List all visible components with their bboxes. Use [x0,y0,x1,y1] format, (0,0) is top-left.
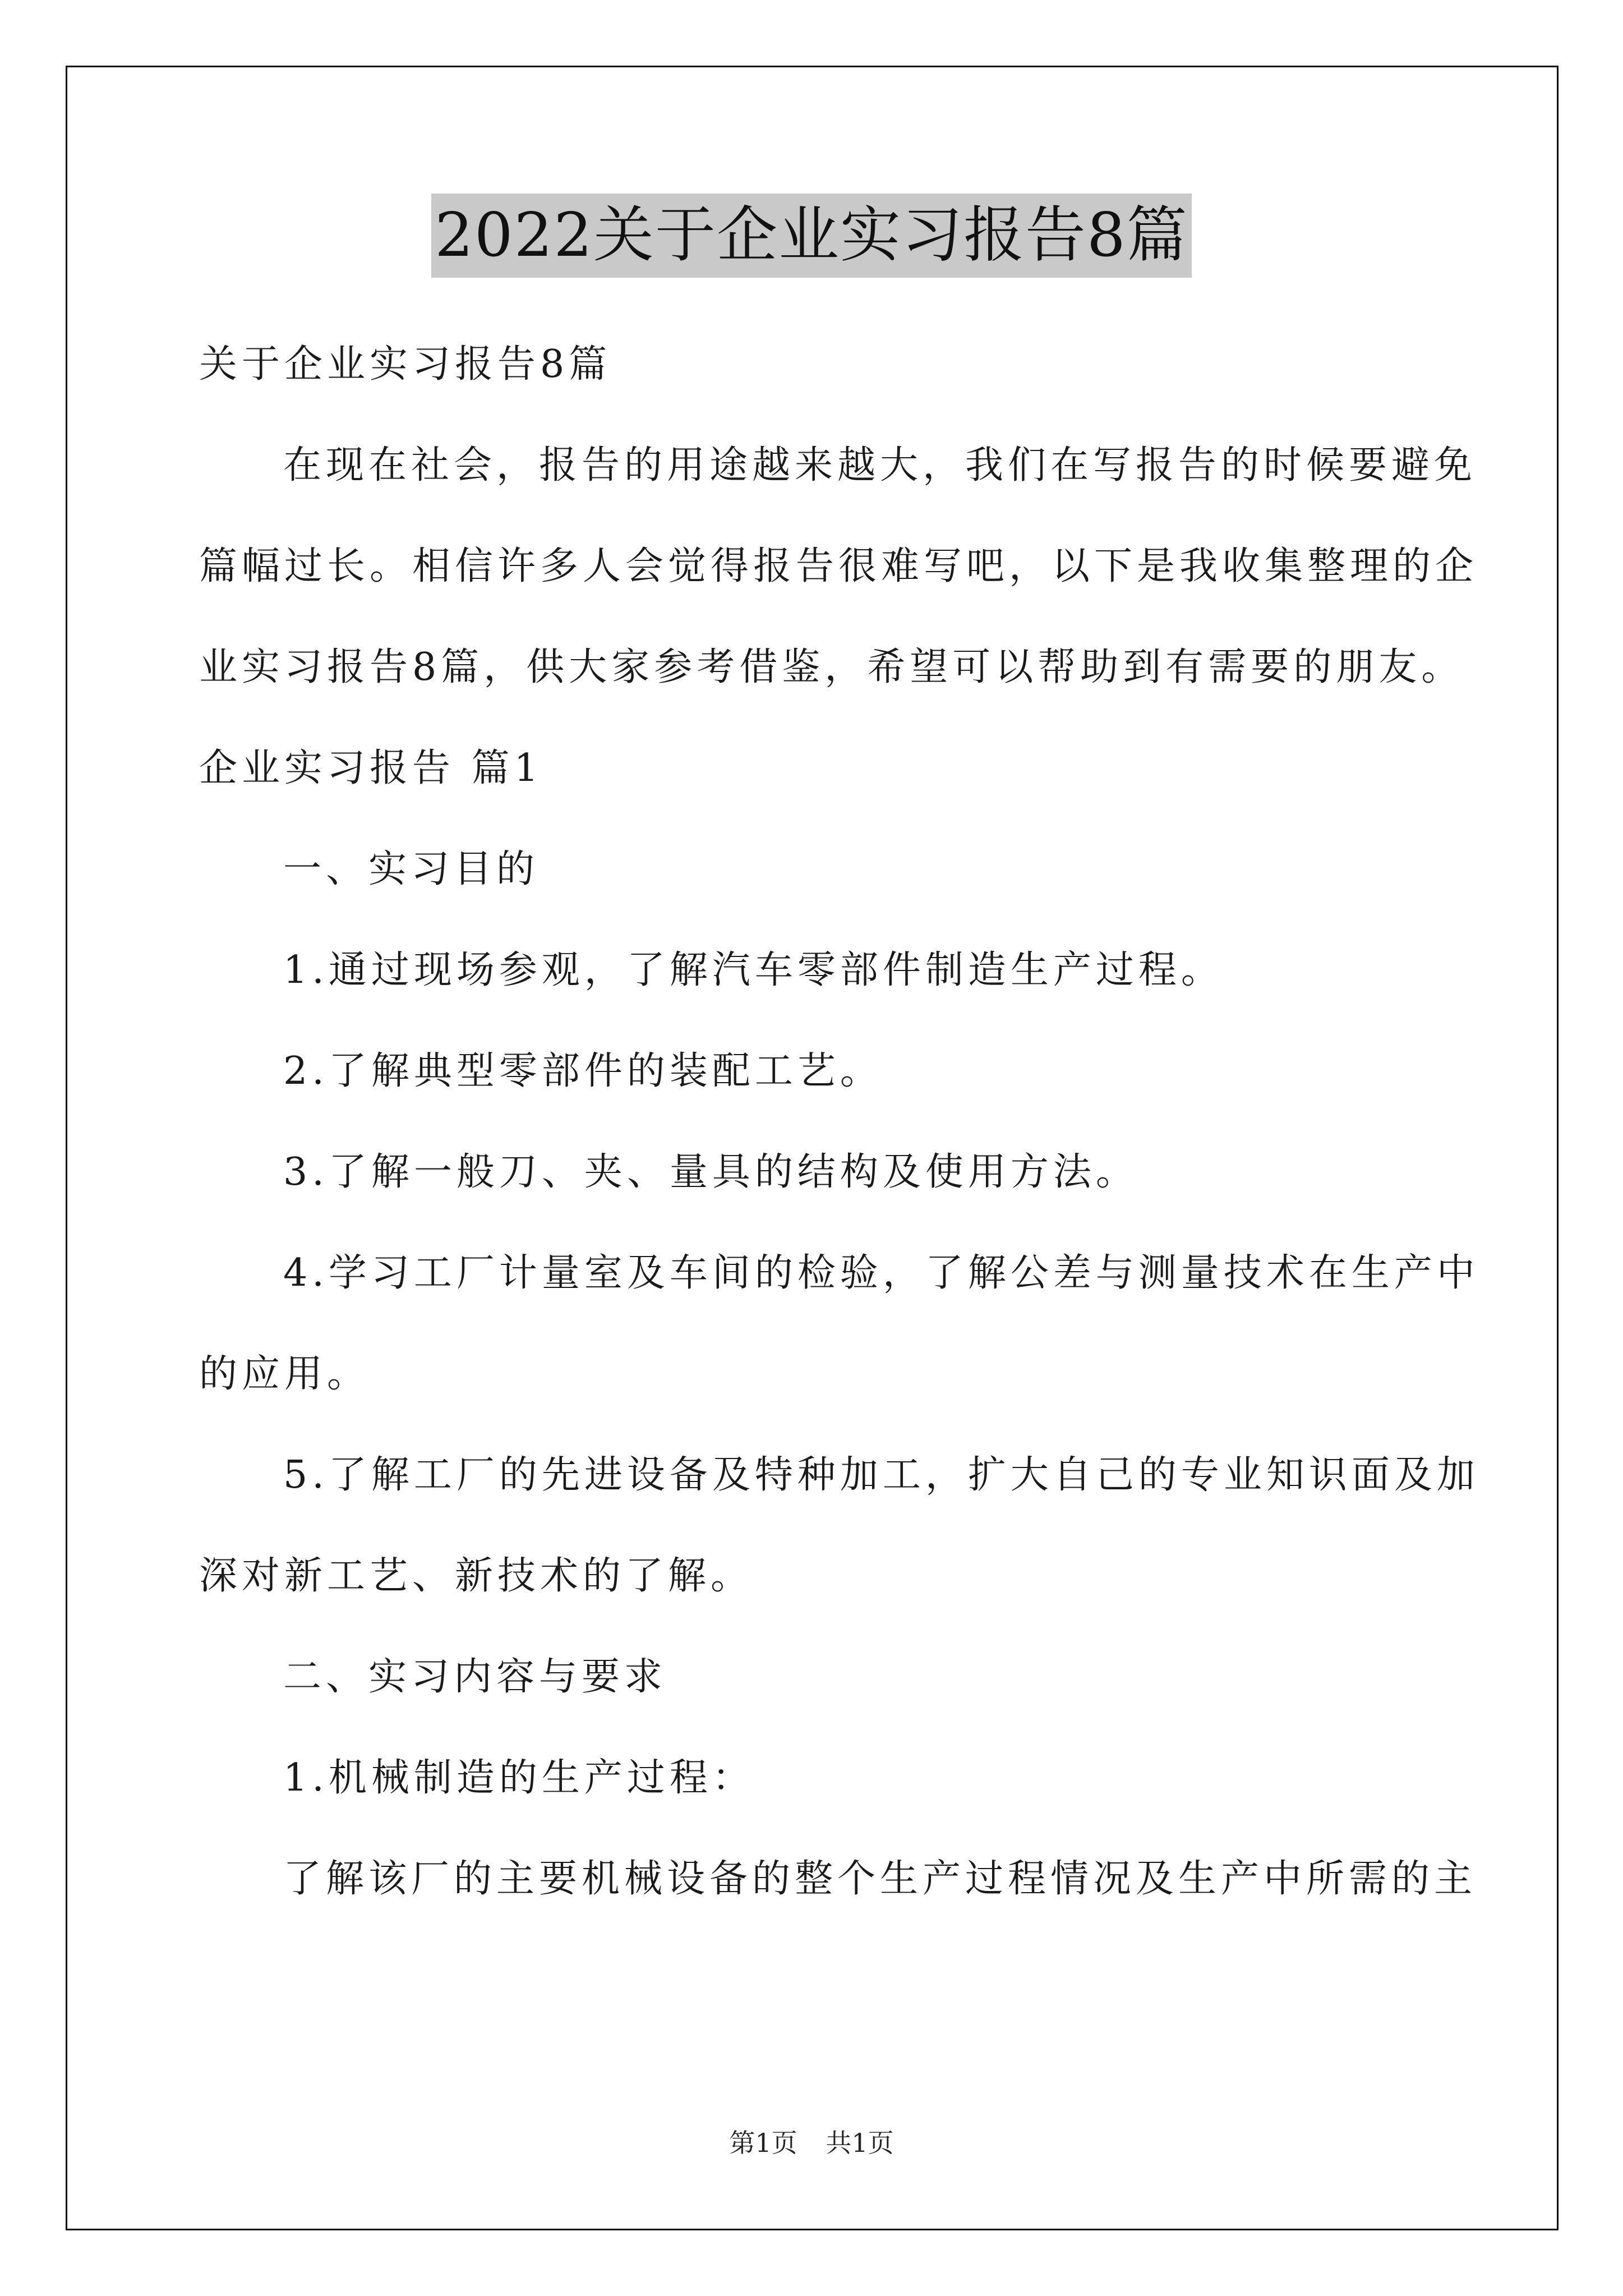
title-container [0,194,1623,278]
subsection-heading: 二、实习内容与要求 [283,1655,667,1699]
list-item: 1.通过现场参观，了解汽车零部件制造生产过程。 [283,948,1224,992]
list-item: 4.学习工厂计量室及车间的检验，了解公差与测量技术在生产中 [283,1251,1479,1295]
document-title: 2022关于企业实习报告8篇 [431,194,1192,278]
list-item: 5.了解工厂的先进设备及特种加工，扩大自己的专业知识面及加 [283,1453,1479,1497]
paragraph-line: 业实习报告8篇，供大家参考借鉴，希望可以帮助到有需要的朋友。 [199,645,1464,689]
page-footer [0,2126,1623,2160]
page-number: 第1页 [729,2128,797,2158]
section-heading: 企业实习报告 篇1 [199,746,543,790]
paragraph-line: 了解该厂的主要机械设备的整个生产过程情况及生产中所需的主 [283,1857,1477,1901]
subsection-heading: 一、实习目的 [283,847,540,891]
paragraph-line: 在现在社会，报告的用途越来越大，我们在写报告的时候要避免 [283,443,1477,487]
subtitle-line: 关于企业实习报告8篇 [199,342,612,386]
list-item-continuation: 的应用。 [199,1352,370,1396]
page-total: 共1页 [826,2128,894,2158]
list-item: 2.了解典型零部件的装配工艺。 [283,1049,883,1093]
list-item: 3.了解一般刀、夹、量具的结构及使用方法。 [283,1150,1138,1194]
paragraph-line: 篇幅过长。相信许多人会觉得报告很难写吧，以下是我收集整理的企 [199,544,1478,588]
list-item-continuation: 深对新工艺、新技术的了解。 [199,1554,754,1598]
list-item: 1.机械制造的生产过程： [283,1756,755,1800]
